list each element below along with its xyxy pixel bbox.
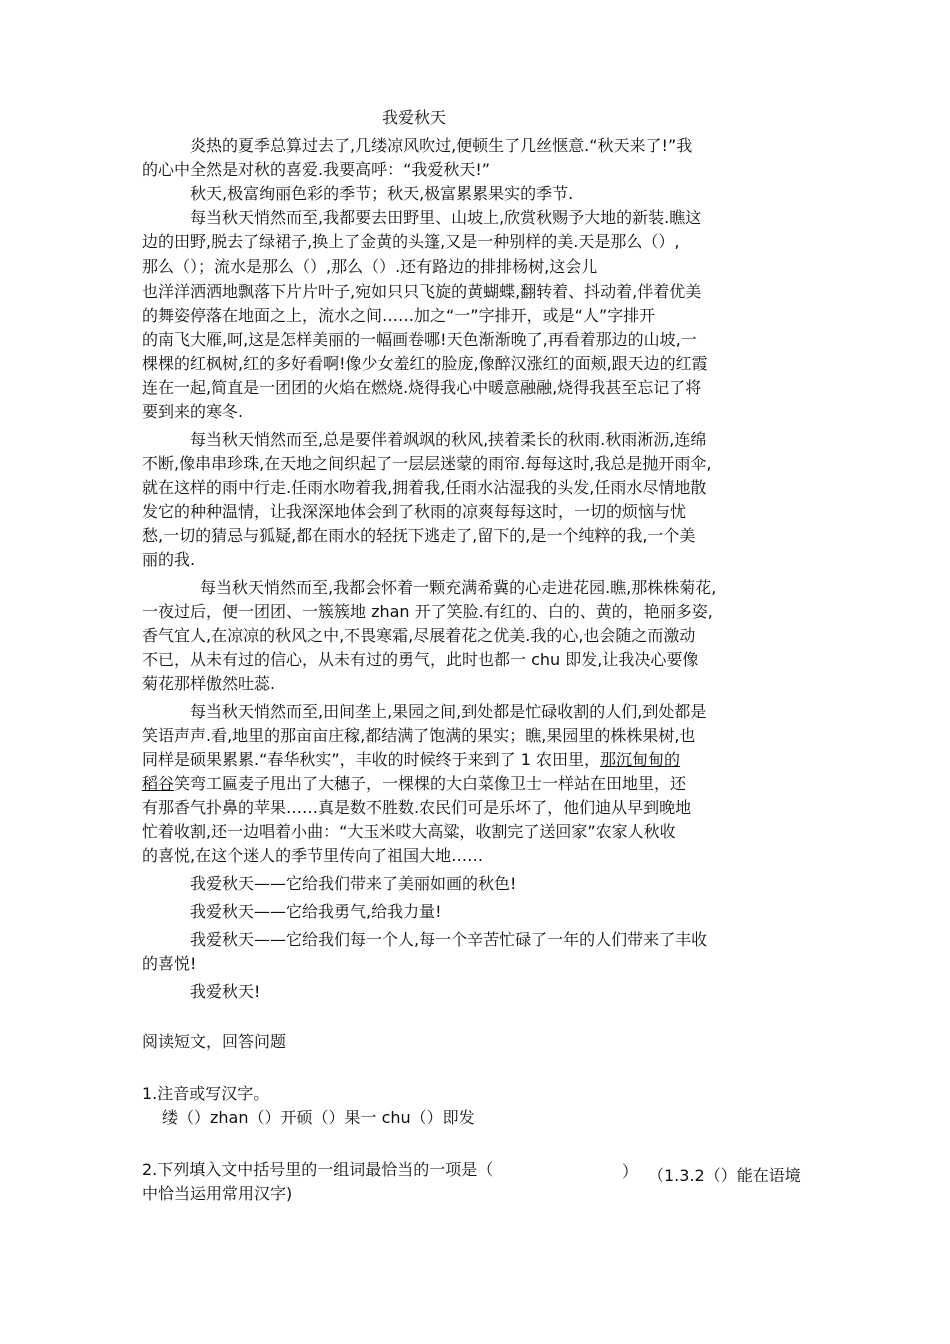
- line-text: 同样是硕果累累.“春华秋实”，丰收的时候终于来到了 1 农田里，: [142, 750, 601, 769]
- paragraph-line: 连在一起,简直是一团团的火焰在燃烧.烧得我心中暖意融融,烧得我甚至忘记了将: [142, 378, 702, 397]
- question-2-paren-close: ）: [622, 1162, 639, 1181]
- question-2-line2: 中恰当运用常用汉字): [142, 1184, 293, 1203]
- paragraph-line: 我爱秋天!: [190, 982, 261, 1001]
- paragraph-line: 笑语声声.看,地里的那亩亩庄稼,都结满了饱满的果实；瞧,果园里的株株果树,也: [142, 726, 696, 745]
- paragraph-line: [142, 748, 680, 772]
- paragraph-line: 的南飞大雁,呵,这是怎样美丽的一幅画卷哪!天色渐渐晚了,再看着那边的山坡,一: [142, 330, 697, 349]
- paragraph-line: 不断,像串串珍珠,在天地之间织起了一层层迷蒙的雨帘.每每这时,我总是抛开雨伞,: [142, 454, 712, 473]
- line-text: 笑弯工匾麦子甩出了大穗子，一棵棵的大白菜像卫士一样站在田地里，还: [174, 774, 687, 793]
- paragraph-line: 一夜过后，便一团团、一簇簇地 zhan 开了笑脸.有红的、白的、黄的，艳丽多姿,: [142, 602, 713, 621]
- questions-intro: 阅读短文，回答问题: [142, 1032, 287, 1051]
- paragraph-line: 发它的种种温情，让我深深地体会到了秋雨的凉爽每每这时，一切的烦恼与忧: [142, 502, 687, 521]
- paragraph-line: 秋天,极富绚丽色彩的季节；秋天,极富累累果实的季节.: [190, 184, 574, 203]
- paragraph-line: 的喜悦!: [142, 954, 197, 973]
- paragraph-line: 每当秋天悄然而至,我都要去田野里、山坡上,欣赏秋赐予大地的新装.瞧这: [190, 208, 702, 227]
- paragraph-line: 的舞姿停落在地面之上，流水之间……加之“一”字排开，或是“人”字排开: [142, 306, 656, 325]
- paragraph-line: 棵棵的红枫树,红的多好看啊!像少女羞红的脸庞,像醉汉涨红的面颊,跟天边的红霞: [142, 354, 708, 373]
- underlined-phrase: 稻谷: [142, 774, 175, 793]
- paragraph-line: 忙着收割,还一边唱着小曲：“大玉米哎大高粱，收割完了送回家”农家人秋收: [142, 822, 676, 841]
- paragraph-line: 我爱秋天——它给我勇气,给我力量!: [190, 902, 442, 921]
- underlined-phrase: 那沉甸甸的: [600, 750, 681, 769]
- paragraph-line: 每当秋天悄然而至,田间垄上,果园之间,到处都是忙碌收割的人们,到处都是: [190, 702, 707, 721]
- question-1-options: 缕（）zhan（）开硕（）果一 chu（）即发: [162, 1108, 475, 1127]
- question-1-label: 1.注音或写汉字。: [142, 1084, 270, 1103]
- paragraph-line: 边的田野,脱去了绿裙子,换上了金黄的头篷,又是一种别样的美.天是那么（）,: [142, 232, 680, 251]
- question-2-note: （1.3.2（）能在语境: [648, 1166, 801, 1182]
- paragraph-line: 那么（）；流水是那么（）,那么（）.还有路边的排排杨树,这会儿: [142, 257, 598, 276]
- paragraph-line: 炎热的夏季总算过去了,几缕凉风吹过,便顿生了几丝惬意.“秋天来了!”我: [190, 136, 693, 155]
- paragraph-line: 愁,一切的猜忌与狐疑,都在雨水的轻抚下逃走了,留下的,是一个纯粹的我,一个美: [142, 526, 696, 545]
- paragraph-line: 的心中全然是对秋的喜爱.我要高呼：“我爱秋天!”: [142, 160, 491, 179]
- paragraph-line: 菊花那样傲然吐蕊.: [142, 674, 276, 693]
- paragraph-line: 我爱秋天——它给我们带来了美丽如画的秋色!: [190, 874, 517, 893]
- paragraph-line: 就在这样的雨中行走.任雨水吻着我,拥着我,任雨水沾湿我的头发,任雨水尽情地散: [142, 478, 707, 497]
- essay-title: 我爱秋天: [382, 108, 447, 127]
- question-2-label: 2.下列填入文中括号里的一组词最恰当的一项是（: [142, 1160, 494, 1179]
- paragraph-line: [142, 772, 686, 796]
- paragraph-line: 要到来的寒冬.: [142, 402, 244, 421]
- paragraph-line: 每当秋天悄然而至,我都会怀着一颗充满希冀的心走进花园.瞧,那株株菊花,: [200, 578, 717, 597]
- paragraph-line: 香气宜人,在凉凉的秋风之中,不畏寒霜,尽展着花之优美.我的心,也会随之而激动: [142, 626, 696, 645]
- paragraph-line: 我爱秋天——它给我们每一个人,每一个辛苦忙碌了一年的人们带来了丰收: [190, 930, 708, 949]
- paragraph-line: 也洋洋洒洒地飘落下片片叶子,宛如只只飞旋的黄蝴蝶,翻转着、抖动着,伴着优美: [142, 282, 702, 301]
- paragraph-line: 有那香气扑鼻的苹果……真是数不胜数.农民们可是乐坏了，他们迪从早到晚地: [142, 798, 692, 817]
- paragraph-line: 每当秋天悄然而至,总是要伴着飒飒的秋风,挟着柔长的秋雨.秋雨淅沥,连绵: [190, 430, 707, 449]
- paragraph-line: 丽的我.: [142, 550, 196, 569]
- paragraph-line: 不已，从未有过的信心，从未有过的勇气，此时也都一 chu 即发,让我决心要像: [142, 650, 699, 669]
- paragraph-line: 的喜悦,在这个迷人的季节里传向了祖国大地……: [142, 846, 484, 865]
